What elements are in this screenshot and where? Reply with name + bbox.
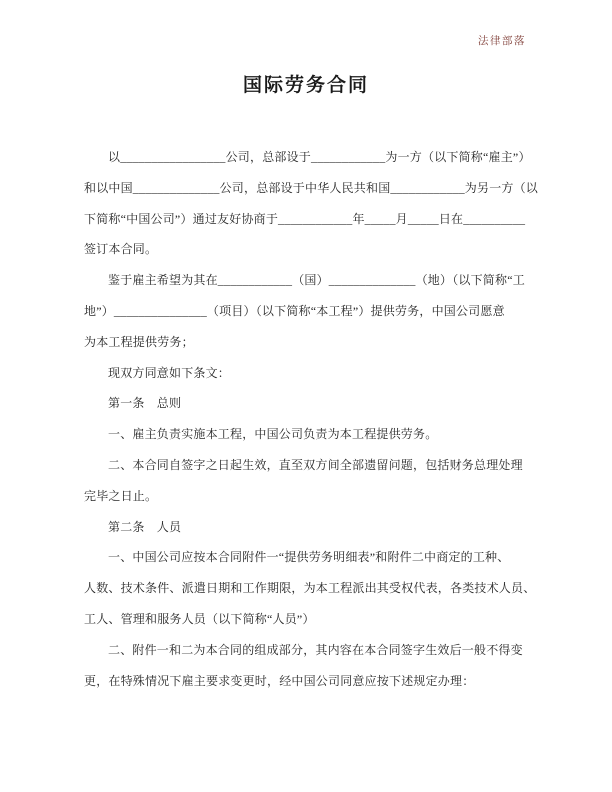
document-line: 签订本合同。 <box>84 242 158 257</box>
document-line: 以_________________公司，总部设于____________为一方（以下简称“雇主”） <box>108 150 531 164</box>
document-line: 第二条 人员 <box>108 519 182 534</box>
document-body <box>84 142 539 696</box>
document-line: 为本工程提供劳务； <box>84 334 194 349</box>
document-line: 下简称“中国公司”）通过友好协商于____________年_____月_____日在__________ <box>84 211 526 226</box>
document-line: 和以中国______________公司，总部设于中华人民共和国____________为另一方（以 <box>84 180 539 195</box>
page-title: 国际劳务合同 <box>242 75 369 96</box>
document-line: 第一条 总则 <box>108 396 182 411</box>
document-line: 现双方同意如下条文： <box>108 365 231 380</box>
document-line: 人数、技术条件、派遣日期和工作期限，为本工程派出其受权代表，各类技术人员、 <box>84 581 536 596</box>
document-line: 鉴于雇主希望为其在____________（国）______________（地）（以下简称“工 <box>108 273 525 288</box>
document-line: 一、雇主负责实施本工程，中国公司负责为本工程提供劳务。 <box>108 427 438 442</box>
document-line: 工人、管理和服务人员（以下简称“人员”） <box>84 611 315 626</box>
brand-watermark: 法律部落 <box>478 36 526 47</box>
document-line: 更，在特殊情况下雇主要求变更时，经中国公司同意应按下述规定办理： <box>84 673 475 688</box>
document-line: 完毕之日止。 <box>84 488 158 503</box>
document-line: 地”）_______________（项目）（以下简称“本工程”）提供劳务，中国公司愿意 <box>84 303 505 318</box>
document-line: 一、中国公司应按本合同附件一“提供劳务明细表”和附件二中商定的工种、 <box>108 550 510 565</box>
document-line: 二、本合同自签字之日起生效，直至双方间全部遗留问题，包括财务总理处理 <box>108 457 523 472</box>
document-line: 二、附件一和二为本合同的组成部分，其内容在本合同签字生效后一般不得变 <box>108 642 523 657</box>
